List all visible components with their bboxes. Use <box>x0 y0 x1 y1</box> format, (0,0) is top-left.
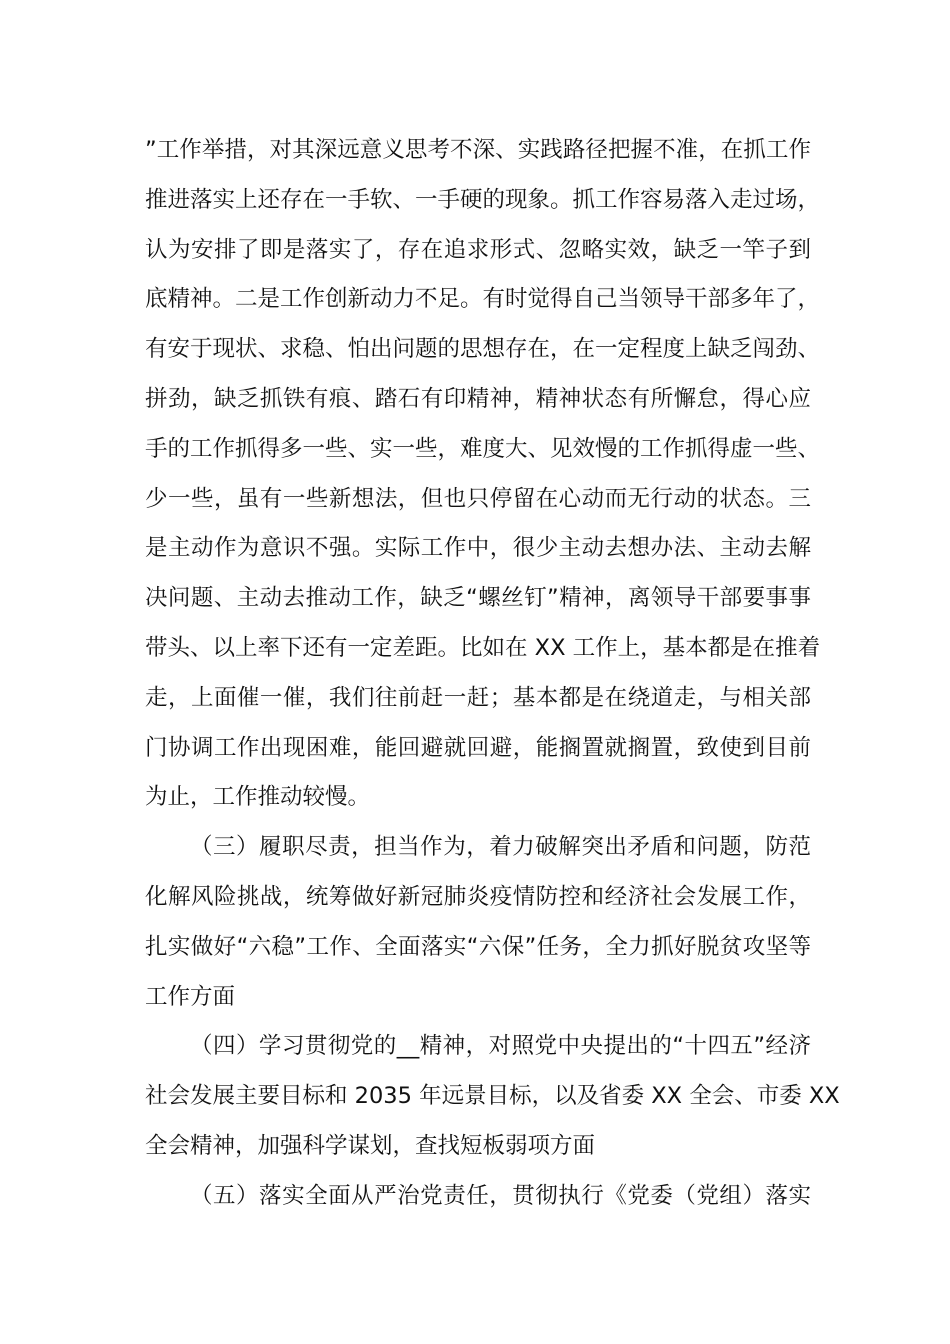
text-line: 推进落实上还存在一手软、一手硬的现象。抓工作容易落入走过场， <box>145 186 821 213</box>
section-heading-5: （五）落实全面从严治党责任，贯彻执行《党委（党组）落实 <box>190 1182 811 1209</box>
text-line: 底精神。二是工作创新动力不足。有时觉得自己当领导干部多年了， <box>145 286 821 313</box>
text-line: 为止，工作推动较慢。 <box>145 784 371 811</box>
section-heading-4: （四）学习贯彻党的__精神，对照党中央提出的“十四五”经济 <box>190 1033 811 1060</box>
text-line: 化解风险挑战，统筹做好新冠肺炎疫情防控和经济社会发展工作， <box>145 883 811 910</box>
section-heading-3: （三）履职尽责，担当作为，着力破解突出矛盾和问题，防范 <box>190 834 811 861</box>
text-line: 是主动作为意识不强。实际工作中，很少主动去想办法、主动去解 <box>145 535 811 562</box>
text-line: 认为安排了即是落实了，存在追求形式、忽略实效，缺乏一竿子到 <box>145 236 811 263</box>
text-line: 门协调工作出现困难，能回避就回避，能搁置就搁置，致使到目前 <box>145 734 811 761</box>
text-line: 有安于现状、求稳、怕出问题的思想存在，在一定程度上缺乏闯劲、 <box>145 336 821 363</box>
text-line: 带头、以上率下还有一定差距。比如在 XX 工作上，基本都是在推着 <box>145 634 821 661</box>
text-line: 拼劲，缺乏抓铁有痕、踏石有印精神，精神状态有所懈怠，得心应 <box>145 385 811 412</box>
text-line: 走，上面催一催，我们往前赶一赶；基本都是在绕道走，与相关部 <box>145 684 811 711</box>
text-line: 少一些，虽有一些新想法，但也只停留在心动而无行动的状态。三 <box>145 485 811 512</box>
text-line: 扎实做好“六稳”工作、全面落实“六保”任务，全力抓好脱贫攻坚等 <box>145 933 811 960</box>
text-line: 工作方面 <box>145 983 236 1010</box>
text-line: ”工作举措，对其深远意义思考不深、实践路径把握不准，在抓工作 <box>145 137 811 163</box>
text-line: 社会发展主要目标和 2035 年远景目标，以及省委 XX 全会、市委 XX <box>145 1083 840 1110</box>
text-line: 决问题、主动去推动工作，缺乏“螺丝钉”精神，离领导干部要事事 <box>145 585 811 612</box>
body-text <box>145 126 840 1222</box>
text-line: 全会精神，加强科学谋划，查找短板弱项方面 <box>145 1132 596 1159</box>
text-line: 手的工作抓得多一些、实一些，难度大、见效慢的工作抓得虚一些、 <box>145 435 821 462</box>
